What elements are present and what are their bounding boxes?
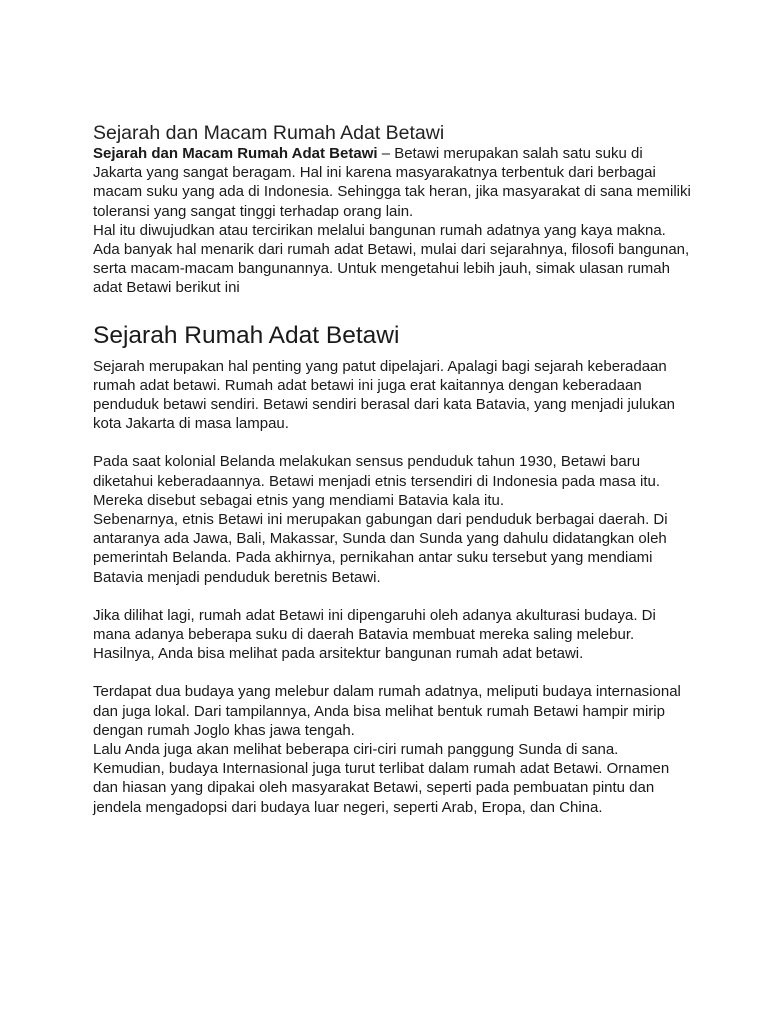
section-paragraph-4: Jika dilihat lagi, rumah adat Betawi ini dipengaruhi oleh adanya akulturasi budaya. Di mana adanya beberapa suku di daerah Batavia membuat mereka saling melebur. Hasilnya, Anda bisa melihat pada arsitektur bangunan rumah adat betawi. — [93, 606, 656, 663]
section-paragraph-3: Sebenarnya, etnis Betawi ini merupakan gabungan dari penduduk berbagai daerah. Di antaranya ada Jawa, Bali, Makassar, Sunda dan Sunda yang dahulu didatangkan oleh pemerintah Belanda. Pada akhirnya, pernikahan antar suku tersebut yang mendiami Batavia menjadi penduduk beretnis Betawi. — [93, 511, 668, 586]
document-page — [93, 122, 693, 817]
intro-lead-text: – Betawi merupakan salah satu suku di Jakarta yang sangat beragam. Hal ini karena masyarakatnya terbentuk dari berbagai macam suku yang ada di Indonesia. Sehingga tak heran, jika masyarakat di sana memiliki toleransi yang sangat tinggi terhadap orang lain. — [93, 145, 691, 220]
section-paragraph-6: Lalu Anda juga akan melihat beberapa ciri-ciri rumah panggung Sunda di sana. Kemudian, budaya Internasional juga turut terlibat dalam rumah adat Betawi. Ornamen dan hiasan yang dipakai oleh masyarakat Betawi, seperti pada pembuatan pintu dan jendela mengadopsi dari budaya luar negeri, seperti Arab, Eropa, dan China. — [93, 741, 670, 816]
section-heading: Sejarah Rumah Adat Betawi — [93, 321, 400, 349]
intro-bold-lead: Sejarah dan Macam Rumah Adat Betawi — [93, 145, 378, 162]
intro-paragraph — [93, 144, 693, 221]
document-title: Sejarah dan Macam Rumah Adat Betawi — [93, 122, 445, 144]
section-paragraph-2: Pada saat kolonial Belanda melakukan sensus penduduk tahun 1930, Betawi baru diketahui keberadaannya. Betawi menjadi etnis tersendiri di Indonesia pada masa itu. Mereka disebut sebagai etnis yang mendiami Batavia kala itu. — [93, 453, 661, 509]
section-paragraph-5: Terdapat dua budaya yang melebur dalam rumah adatnya, meliputi budaya internasional dan juga lokal. Dari tampilannya, Anda bisa melihat bentuk rumah Betawi hampir mirip dengan rumah Joglo khas jawa tengah. — [93, 683, 681, 739]
intro-paragraph-2: Hal itu diwujudkan atau tercirikan melalui bangunan rumah adatnya yang kaya makna. Ada banyak hal menarik dari rumah adat Betawi, mulai dari sejarahnya, filosofi bangunan, serta macam-macam bangunannya. Untuk mengetahui lebih jauh, simak ulasan rumah adat Betawi berikut ini — [93, 221, 690, 297]
section-paragraph-1: Sejarah merupakan hal penting yang patut dipelajari. Apalagi bagi sejarah keberadaan rumah adat betawi. Rumah adat betawi ini juga erat kaitannya dengan keberadaan penduduk betawi sendiri. Betawi sendiri berasal dari kata Batavia, yang menjadi julukan kota Jakarta di masa lampau. — [93, 357, 676, 433]
